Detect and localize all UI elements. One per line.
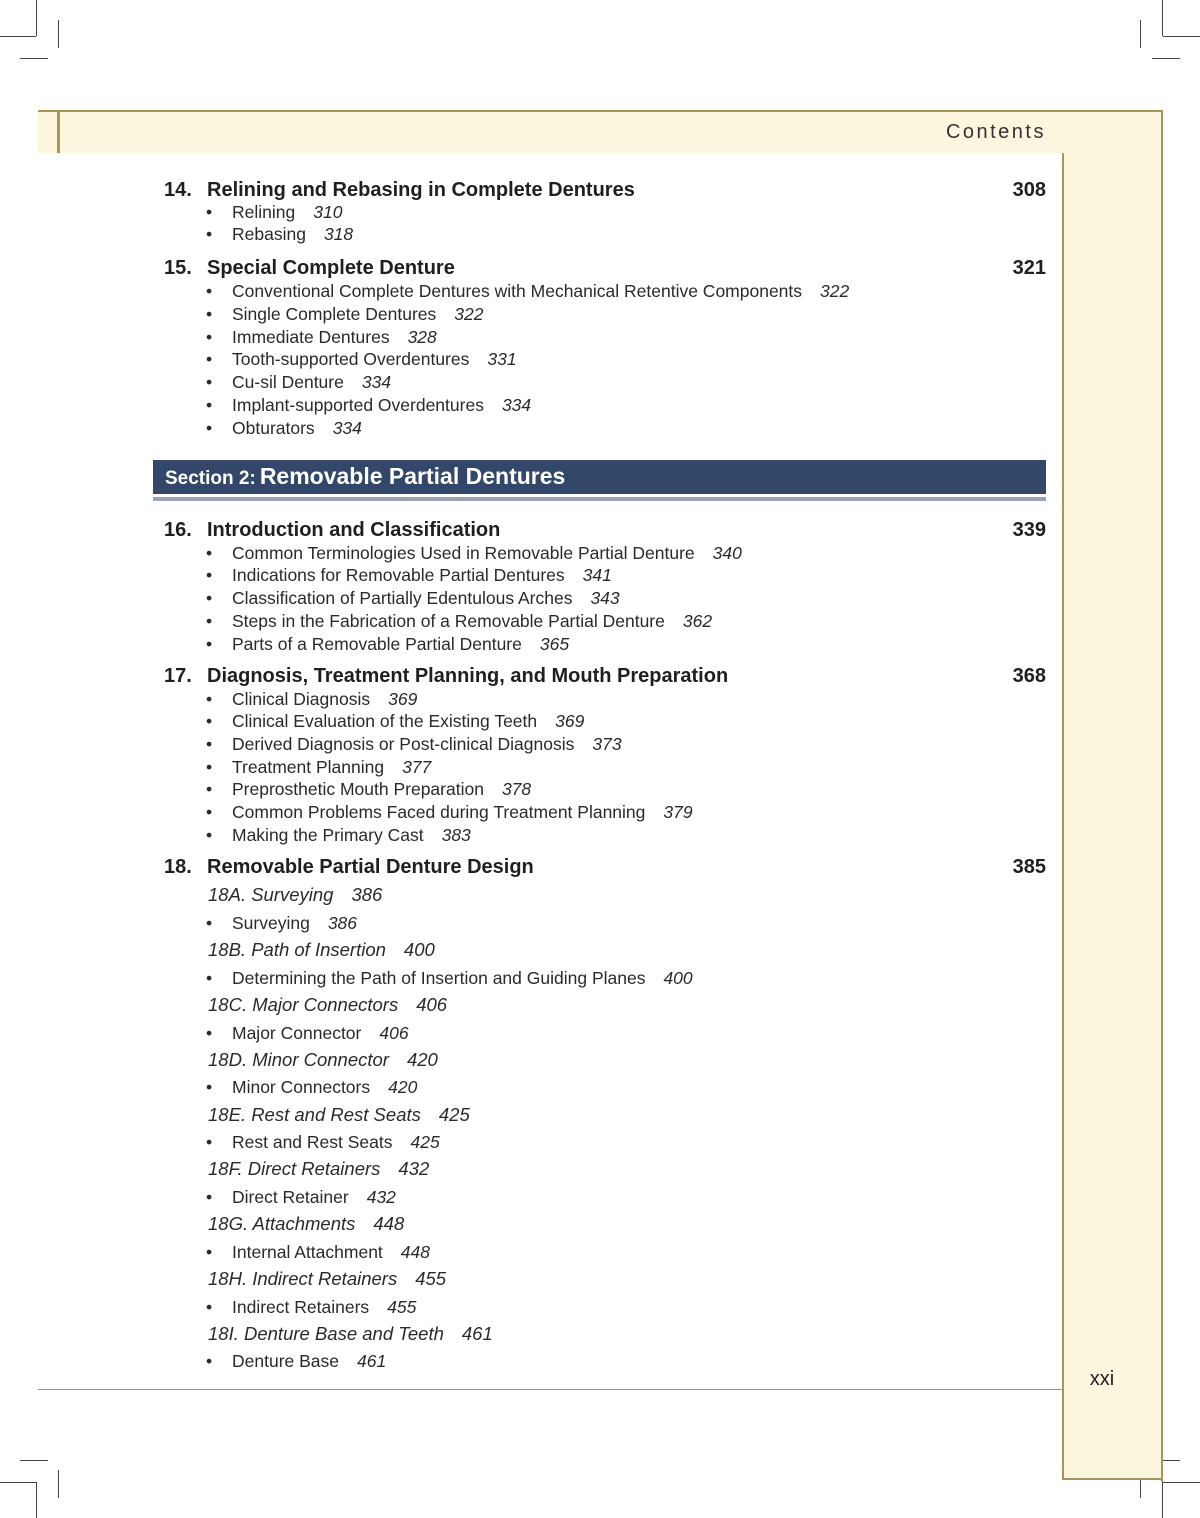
entry-page: 406: [379, 1023, 409, 1043]
subchapter-title: 18I. Denture Base and Teeth: [208, 1323, 444, 1344]
entry-page: 448: [400, 1242, 430, 1262]
crop-mark: [1152, 58, 1180, 59]
subchapter-heading[interactable]: [208, 1104, 470, 1128]
bullet-icon: •: [206, 968, 213, 988]
chapter-page: 308: [1012, 179, 1046, 201]
chapter-page: 368: [1012, 665, 1046, 687]
entry-page: 373: [592, 734, 622, 754]
bullet-icon: •: [206, 395, 213, 415]
entry-page: 322: [454, 304, 484, 324]
bullet-icon: •: [206, 779, 213, 799]
entry-text: Making the Primary Cast: [232, 825, 424, 845]
entry-page: 369: [388, 689, 418, 709]
entry-page: 334: [501, 395, 532, 415]
entry-page: 343: [590, 588, 620, 608]
chapter-title: Removable Partial Denture Design: [207, 856, 534, 878]
subchapter-page: 455: [415, 1268, 447, 1289]
subchapter-page: 420: [406, 1049, 438, 1070]
page-frame-side-band: [1062, 112, 1162, 1480]
bullet-icon: •: [206, 543, 213, 563]
entry-text: Common Terminologies Used in Removable Partial Denture: [232, 543, 695, 563]
entry-page: 377: [402, 757, 432, 777]
entry-text: Immediate Dentures: [232, 327, 390, 347]
subchapter-page: 432: [398, 1158, 430, 1179]
subchapter-page: 406: [416, 994, 448, 1015]
bullet-icon: •: [206, 611, 213, 631]
entry-page: 455: [387, 1297, 417, 1317]
chapter-title: Introduction and Classification: [207, 519, 501, 541]
frame-line-right: [1161, 110, 1163, 1482]
entry-text: Single Complete Dentures: [232, 304, 437, 324]
bullet-icon: •: [206, 1297, 213, 1317]
subchapter-heading[interactable]: [208, 1213, 404, 1237]
entry-page: 310: [313, 202, 343, 222]
entry-page: 432: [366, 1187, 396, 1207]
bullet-icon: •: [206, 1187, 213, 1207]
entry-page: 322: [820, 281, 850, 301]
bullet-icon: •: [206, 825, 213, 845]
section-underline: [153, 497, 1046, 501]
entry-text: Tooth-supported Overdentures: [232, 349, 470, 369]
content-panel: [38, 153, 1062, 1389]
section-prefix: Section 2:: [165, 468, 256, 489]
entry-text: Conventional Complete Dentures with Mechanical Retentive Components: [232, 281, 803, 301]
bullet-icon: •: [206, 418, 213, 438]
crop-mark: [20, 1460, 48, 1461]
entry-page: 369: [555, 711, 585, 731]
entry-page: 420: [388, 1077, 418, 1097]
entry-page: 334: [361, 372, 392, 392]
bullet-icon: •: [206, 304, 213, 324]
bullet-icon: •: [206, 1242, 213, 1262]
entry-text: Classification of Partially Edentulous Arches: [232, 588, 573, 608]
entry-page: 386: [327, 913, 358, 933]
subchapter-title: 18D. Minor Connector: [208, 1049, 389, 1070]
entry-text: Relining: [232, 202, 296, 222]
bullet-icon: •: [206, 588, 213, 608]
chapter-16[interactable]: [164, 519, 1046, 545]
bullet-icon: •: [206, 802, 213, 822]
entry-text: Derived Diagnosis or Post-clinical Diagnosis: [232, 734, 575, 754]
crop-mark: [1162, 0, 1163, 36]
bullet-icon: •: [206, 634, 213, 654]
bullet-icon: •: [206, 1077, 213, 1097]
chapter-title: Special Complete Denture: [207, 257, 455, 279]
running-header: Contents: [945, 121, 1046, 143]
bullet-icon: •: [206, 689, 213, 709]
entry-text: Indirect Retainers: [232, 1297, 370, 1317]
subchapter-heading[interactable]: [208, 884, 382, 908]
bullet-icon: •: [206, 734, 213, 754]
bullet-icon: •: [206, 565, 213, 585]
bullet-icon: •: [206, 757, 213, 777]
subchapter-title: 18F. Direct Retainers: [208, 1158, 381, 1179]
bullet-icon: •: [206, 349, 213, 369]
chapter-number: 16.: [164, 519, 192, 541]
frame-line-top: [38, 110, 1162, 112]
entry-page: 425: [410, 1132, 440, 1152]
subchapter-heading[interactable]: [208, 1323, 493, 1347]
chapter-number: 17.: [164, 665, 192, 687]
entry-page: 365: [539, 634, 570, 654]
bullet-icon: •: [206, 913, 213, 933]
entry-text: Surveying: [232, 913, 310, 933]
crop-mark: [0, 1482, 36, 1483]
entry-page: 341: [582, 565, 612, 585]
chapter-number: 18.: [164, 856, 192, 878]
subchapter-heading[interactable]: [208, 1158, 429, 1182]
entry-text: Obturators: [232, 418, 315, 438]
entry-page: 334: [332, 418, 362, 438]
entry-page: 331: [487, 349, 517, 369]
crop-mark: [1140, 20, 1141, 48]
crop-mark: [20, 58, 48, 59]
subchapter-title: 18B. Path of Insertion: [208, 939, 386, 960]
entry-page: 383: [441, 825, 471, 845]
section-2-banner[interactable]: [153, 460, 1046, 494]
crop-mark: [1162, 1482, 1163, 1518]
entry-text: Cu-sil Denture: [232, 372, 344, 392]
bullet-icon: •: [206, 1023, 213, 1043]
entry-text: Common Problems Faced during Treatment Planning: [232, 802, 646, 822]
entry-page: 379: [663, 802, 693, 822]
entry-text: Clinical Diagnosis: [232, 689, 371, 709]
entry-text: Minor Connectors: [232, 1077, 371, 1097]
chapter-number: 14.: [164, 179, 192, 201]
subchapter-heading[interactable]: [208, 1268, 446, 1292]
crop-mark: [0, 36, 36, 37]
subchapter-page: 400: [403, 939, 435, 960]
crop-mark: [36, 0, 37, 36]
entry-text: Denture Base: [232, 1351, 340, 1371]
entry-text: Treatment Planning: [232, 757, 385, 777]
section-name: Removable Partial Dentures: [259, 463, 566, 489]
chapter-18[interactable]: [164, 856, 1046, 882]
entry-page: 318: [323, 224, 354, 244]
entry-page: 362: [682, 611, 713, 631]
subchapter-page: 425: [438, 1104, 470, 1125]
subchapter-title: 18H. Indirect Retainers: [208, 1268, 398, 1289]
entry-text: Direct Retainer: [232, 1187, 349, 1207]
entry-text: Rest and Rest Seats: [232, 1132, 393, 1152]
frame-line-bottom: [1062, 1478, 1163, 1480]
bullet-icon: •: [206, 1132, 213, 1152]
entry-text: Preprosthetic Mouth Preparation: [232, 779, 484, 799]
entry-page: 400: [663, 968, 693, 988]
subchapter-heading[interactable]: [208, 1049, 438, 1073]
chapter-page: 385: [1012, 856, 1046, 878]
bullet-icon: •: [206, 224, 213, 244]
crop-mark: [36, 1482, 37, 1518]
entry-text: Major Connector: [232, 1023, 362, 1043]
subchapter-title: 18C. Major Connectors: [208, 994, 399, 1015]
entry-text: Indications for Removable Partial Dentures: [232, 565, 565, 585]
chapter-number: 15.: [164, 257, 192, 279]
subchapter-title: 18A. Surveying: [208, 884, 334, 905]
bullet-icon: •: [206, 711, 213, 731]
subchapter-page: 448: [373, 1213, 405, 1234]
frame-line-inner-vertical: [1062, 153, 1064, 1480]
subchapter-heading[interactable]: [208, 939, 435, 963]
chapter-page: 321: [1012, 257, 1046, 279]
entry-text: Implant-supported Overdentures: [232, 395, 484, 415]
bullet-icon: •: [206, 1351, 213, 1371]
subchapter-page: 386: [351, 884, 383, 905]
entry-text: Clinical Evaluation of the Existing Teeth: [232, 711, 538, 731]
chapter-17[interactable]: [164, 665, 1046, 691]
subchapter-title: 18G. Attachments: [208, 1213, 356, 1234]
subchapter-page: 461: [461, 1323, 493, 1344]
subchapter-heading[interactable]: [208, 994, 447, 1018]
bullet-icon: •: [206, 202, 213, 222]
entry-page: 461: [357, 1351, 387, 1371]
chapter-page: 339: [1012, 519, 1046, 541]
bullet-icon: •: [206, 327, 213, 347]
entry-text: Determining the Path of Insertion and Guiding Planes: [232, 968, 646, 988]
entry-text: Rebasing: [232, 224, 306, 244]
entry-page: 328: [407, 327, 437, 347]
bullet-icon: •: [206, 281, 213, 301]
bullet-icon: •: [206, 372, 213, 392]
entry-text: Steps in the Fabrication of a Removable Partial Denture: [232, 611, 665, 631]
entry-page: 378: [501, 779, 532, 799]
page-folio: xxi: [1089, 1368, 1115, 1390]
crop-mark: [1163, 36, 1200, 37]
entry-text: Parts of a Removable Partial Denture: [232, 634, 522, 654]
frame-line-left-accent: [57, 112, 60, 153]
crop-mark: [58, 1470, 59, 1498]
chapter-15[interactable]: [164, 257, 1046, 283]
chapter-title: Diagnosis, Treatment Planning, and Mouth Preparation: [207, 665, 729, 687]
crop-mark: [58, 20, 59, 48]
entry-text: Internal Attachment: [232, 1242, 383, 1262]
chapter-title: Relining and Rebasing in Complete Dentures: [207, 179, 635, 201]
crop-mark: [1163, 1482, 1200, 1483]
entry-page: 340: [712, 543, 742, 563]
subchapter-title: 18E. Rest and Rest Seats: [208, 1104, 421, 1125]
